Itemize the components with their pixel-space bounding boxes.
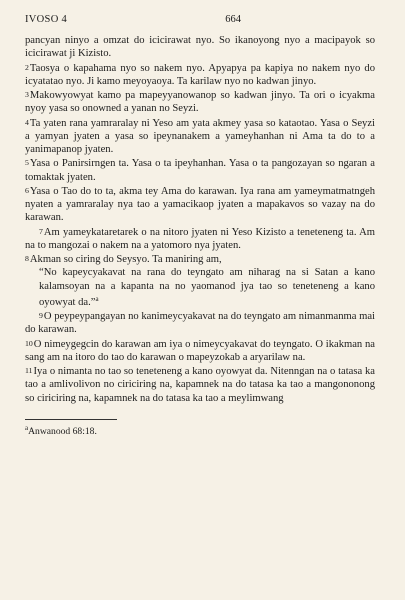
footnote-mark: a [25,423,29,432]
paragraph-verse-2 [25,61,375,89]
paragraph-continuation [25,34,375,61]
verse-number: 11 [25,366,33,375]
footnote [25,424,375,437]
footnote-text: Anwanood 68:18. [28,425,97,437]
paragraph-verse-10 [25,337,375,365]
running-header [25,14,375,25]
verse-number: 10 [25,338,33,348]
paragraph-text: Yasa o Tao do to ta, akma tey Ama do karawan. Iya rana am yameymatmatngeh nyaten a yamraralay nya tao a yamacikaop jyaten a mapakavos so vazay na do karawan. [25,185,375,224]
verse-number: 3 [25,90,29,99]
paragraph-text: Taosya o kapahama nyo so nakem nyo. Apyapya pa kapiya no nakem nyo do icyatatao nyo. Ji kamo meyoyaoya. Ta karilaw nyo no kadwan jinyo. [25,62,375,87]
verse-number: 5 [25,158,29,168]
paragraph-text: O nimeygegcin do karawan am iya o nimeycyakavat do teyngato. O ikakman na sang am na itoro do tao do karawan o mapeyzokab a aryarilaw na. [25,338,375,363]
paragraph-text: Yasa o Panirsirngen ta. Yasa o ta ipeyhanhan. Yasa o ta pangozayan so ngaran a tomaktak jyaten. [25,158,375,183]
verse-number: 8 [25,254,29,263]
paragraph-text: Makowyowyat kamo pa mapeyyanowanop so kadwan jinyo. Ta ori o icyakma nyoy yasa so onowned a yanan no Seyzi. [25,90,375,115]
paragraph-verse-5 [25,156,375,184]
quotation-text: “No kapeycyakavat na rana do teyngato am niharag na si Satan a kano kalamsoyan na a kapanta na no yaomanod jya tao so teneteneng a kano oyowyat da.” [39,267,375,308]
verse-number: 7 [39,226,43,236]
paragraph-verse-4 [25,116,375,157]
verse-number: 2 [25,62,29,72]
verse-number: 6 [25,185,29,195]
paragraph-verse-11 [25,364,375,405]
scripture-text [25,34,375,405]
verse-number: 9 [39,311,43,320]
paragraph-text: Akman so ciring do Seysyo. Ta maniring am, [29,254,222,265]
page-number: 664 [225,14,241,25]
paragraph-text: Am yameykataretarek o na nitoro jyaten ni Yeso Kizisto a teneteneng ta. Am na to mangozai o nakem na a yatomoro nya jyaten. [25,226,375,251]
verse-number: 4 [25,117,29,127]
paragraph-verse-9 [25,309,375,337]
book-title: IVOSO 4 [25,14,68,25]
paragraph-verse-3 [25,88,375,116]
footnote-divider [25,419,117,420]
paragraph-verse-7 [25,225,375,253]
paragraph-text: O peypeypangayan no kanimeycyakavat na do teyngato am nimanmanma mai do karawan. [25,311,375,336]
paragraph-text: Iya o nimanta no tao so teneteneng a kano oyowyat da. Nitenngan na o tatasa ka tao a amlivolivon no ciriciring na, kapamnek na do tatasa ka tao a mangononong so ciriciring na, kapamnek na do tatasa ka tao a meylimwang [25,366,375,404]
paragraph-text: pancyan ninyo a omzat do icicirawat nyo. So ikanoyong nyo a macipayok so icicirawat ji Kizisto. [25,35,375,60]
footnote-marker[interactable]: a [95,294,99,303]
quotation-block [25,266,375,309]
paragraph-verse-6 [25,184,375,225]
paragraph-verse-8 [25,252,375,266]
paragraph-text: Ta yaten rana yamraralay ni Yeso am yata akmey yasa so kataotao. Yasa o Seyzi a yamyan jyaten a yasa so ipeynanakem a yameyhanhan ni Ama ta do to a yanimapanop jyaten. [25,117,375,155]
